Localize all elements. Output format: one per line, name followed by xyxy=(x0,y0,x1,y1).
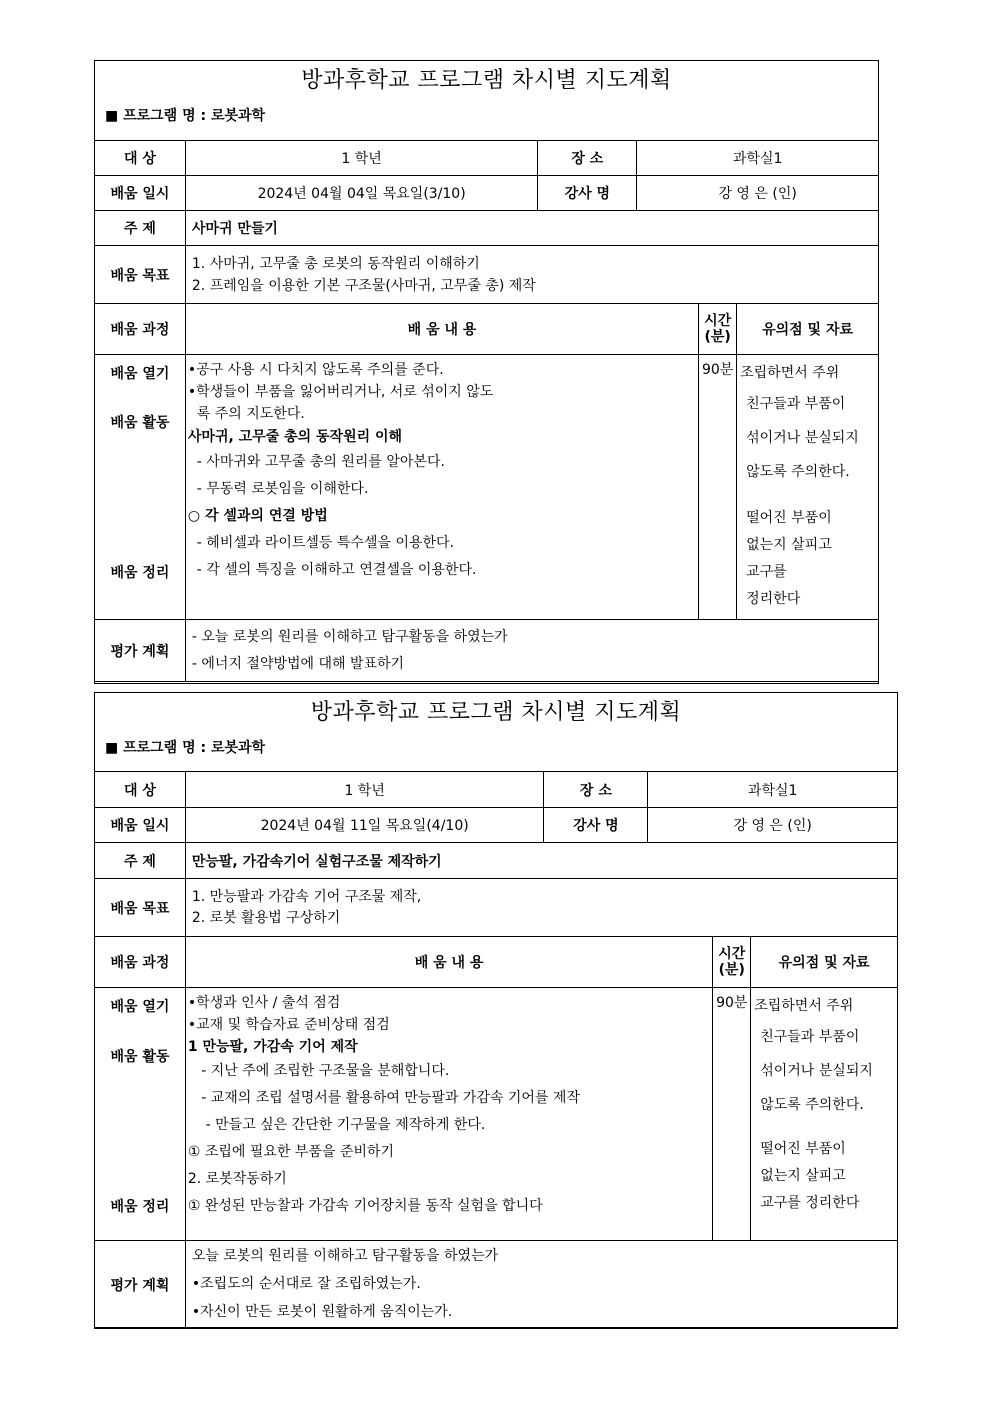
label-target: 대 상 xyxy=(95,141,186,176)
content-line: •학생과 인사 / 출석 점검 xyxy=(187,995,341,1011)
content-line: 록 주의 지도한다. xyxy=(187,406,305,422)
time-value: 90분 xyxy=(699,355,737,620)
note-line: 없는지 살피고 xyxy=(760,1168,846,1184)
content-line: 2. 로봇작동하기 xyxy=(187,1171,287,1187)
content-line: •교재 및 학습자료 준비상태 점검 xyxy=(187,1017,390,1033)
label-target: 대 상 xyxy=(95,772,186,808)
lesson-plan-1 xyxy=(94,60,879,684)
content-line: •공구 사용 시 다치지 않도록 주의를 준다. xyxy=(187,362,444,378)
label-teacher: 강사 명 xyxy=(538,176,637,211)
eval-item: 오늘 로봇의 원리를 이해하고 탐구활동을 하였는가 xyxy=(191,1248,499,1264)
label-time: 시간 (분) xyxy=(699,304,737,355)
label-process: 배움 과정 xyxy=(95,937,186,988)
note-line: 교구를 xyxy=(746,564,787,580)
note-line: 않도록 주의한다. xyxy=(746,464,850,480)
topic-value: 만능팔, 가감속기어 실험구조물 제작하기 xyxy=(185,843,897,879)
label-place: 장 소 xyxy=(544,772,648,808)
label-time: 시간 (분) xyxy=(713,937,751,988)
program-name: ■ 프로그램 명 : 로봇과학 xyxy=(105,108,266,124)
place-value: 과학실1 xyxy=(637,141,879,176)
goal-item: 2. 로봇 활용법 구상하기 xyxy=(191,909,341,926)
eval-item: - 에너지 절약방법에 대해 발표하기 xyxy=(191,655,405,672)
goal-item: 1. 사마귀, 고무줄 총 로봇의 동작원리 이해하기 xyxy=(191,255,480,272)
note-line: 정리한다 xyxy=(746,591,801,607)
label-teacher: 강사 명 xyxy=(544,808,648,843)
topic-value: 사마귀 만들기 xyxy=(185,211,878,246)
content-cell xyxy=(185,988,712,1241)
notes-cell xyxy=(751,988,898,1241)
eval-item: •자신이 만든 로봇이 원활하게 움직이는가. xyxy=(191,1304,453,1320)
label-place: 장 소 xyxy=(538,141,637,176)
content-line: - 교재의 조립 설명서를 활용하여 만능팔과 가감속 기어를 제작 xyxy=(187,1090,580,1106)
label-notes: 유의점 및 자료 xyxy=(737,304,879,355)
note-line: 않도록 주의한다. xyxy=(760,1097,864,1113)
program-name: ■ 프로그램 명 : 로봇과학 xyxy=(105,740,266,756)
content-cell xyxy=(185,355,698,620)
teacher-value: 강 영 은 (인) xyxy=(637,176,879,211)
eval-list xyxy=(185,1241,897,1329)
goal-item: 1. 만능팔과 가감속 기어 구조물 제작, xyxy=(191,888,422,905)
note-line: 섞이거나 분실되지 xyxy=(760,1063,873,1079)
goal-list xyxy=(185,246,878,304)
content-line: - 지난 주에 조립한 구조물을 분해합니다. xyxy=(187,1063,450,1079)
label-content: 배 움 내 용 xyxy=(185,937,712,988)
label-goal: 배움 목표 xyxy=(95,879,186,937)
note-line: 친구들과 부품이 xyxy=(760,1029,860,1045)
plan-title: 방과후학교 프로그램 차시별 지도계획 xyxy=(301,68,672,93)
date-value: 2024년 04월 11일 목요일(4/10) xyxy=(185,808,544,843)
plan-title: 방과후학교 프로그램 차시별 지도계획 xyxy=(310,700,682,725)
note-line: 조립하면서 주위 xyxy=(754,998,854,1014)
target-value: 1 학년 xyxy=(185,772,544,808)
label-date: 배움 일시 xyxy=(95,808,186,843)
phase-labels xyxy=(95,988,186,1241)
label-eval: 평가 계획 xyxy=(95,620,186,682)
goal-list xyxy=(185,879,897,937)
content-heading: 사마귀, 고무줄 총의 동작원리 이해 xyxy=(187,429,403,445)
date-value: 2024년 04월 04일 목요일(3/10) xyxy=(185,176,537,211)
label-content: 배 움 내 용 xyxy=(185,304,698,355)
content-line: - 각 셀의 특징을 이해하고 연결셀을 이용한다. xyxy=(187,562,477,578)
plan-table xyxy=(94,140,879,682)
plan-table xyxy=(94,771,898,1329)
label-goal: 배움 목표 xyxy=(95,246,186,304)
label-eval: 평가 계획 xyxy=(95,1241,186,1329)
phase-labels xyxy=(95,355,186,620)
eval-item: •조립도의 순서대로 잘 조립하였는가. xyxy=(191,1276,421,1292)
target-value: 1 학년 xyxy=(185,141,537,176)
place-value: 과학실1 xyxy=(648,772,898,808)
content-line: - 무동력 로봇임을 이해한다. xyxy=(187,481,369,497)
content-line: ① 완성된 만능찰과 가감속 기어장치를 동작 실험을 합니다 xyxy=(187,1198,543,1214)
note-line: 떨어진 부품이 xyxy=(746,510,832,526)
teacher-value: 강 영 은 (인) xyxy=(648,808,898,843)
content-line: •학생들이 부품을 잃어버리거나, 서로 섞이지 않도 xyxy=(187,384,494,400)
content-line: ① 조립에 필요한 부품을 준비하기 xyxy=(187,1144,395,1160)
label-activity: 배움 활동 xyxy=(110,415,170,431)
eval-item: - 오늘 로봇의 원리를 이해하고 탐구활동을 하였는가 xyxy=(191,628,508,645)
lesson-plan-2 xyxy=(94,692,898,1328)
time-value: 90분 xyxy=(713,988,751,1241)
content-line: - 만들고 싶은 간단한 기구물을 제작하게 한다. xyxy=(187,1117,486,1133)
note-line: 없는지 살피고 xyxy=(746,537,832,553)
notes-cell xyxy=(737,355,879,620)
content-heading: 1 만능팔, 가감속 기어 제작 xyxy=(187,1039,358,1055)
label-topic: 주 제 xyxy=(95,843,186,879)
eval-list xyxy=(185,620,878,682)
note-line: 교구를 정리한다 xyxy=(760,1195,860,1211)
note-line: 섞이거나 분실되지 xyxy=(746,430,859,446)
label-close: 배움 정리 xyxy=(110,1199,170,1215)
label-notes: 유의점 및 자료 xyxy=(751,937,898,988)
content-line: - 사마귀와 고무줄 총의 원리를 알아본다. xyxy=(187,454,445,470)
label-close: 배움 정리 xyxy=(110,565,170,581)
content-heading: ○ 각 셀과의 연결 방법 xyxy=(187,508,328,524)
label-process: 배움 과정 xyxy=(95,304,186,355)
note-line: 떨어진 부품이 xyxy=(760,1141,846,1157)
goal-item: 2. 프레임을 이용한 기본 구조물(사마귀, 고무줄 총) 제작 xyxy=(191,277,536,294)
content-line: - 헤비셀과 라이트셀등 특수셀을 이용한다. xyxy=(187,535,455,551)
note-line: 친구들과 부품이 xyxy=(746,396,846,412)
label-date: 배움 일시 xyxy=(95,176,186,211)
label-activity: 배움 활동 xyxy=(110,1049,170,1065)
label-open: 배움 열기 xyxy=(110,366,170,382)
note-line: 조립하면서 주위 xyxy=(740,365,840,381)
label-topic: 주 제 xyxy=(95,211,186,246)
label-open: 배움 열기 xyxy=(110,999,170,1015)
